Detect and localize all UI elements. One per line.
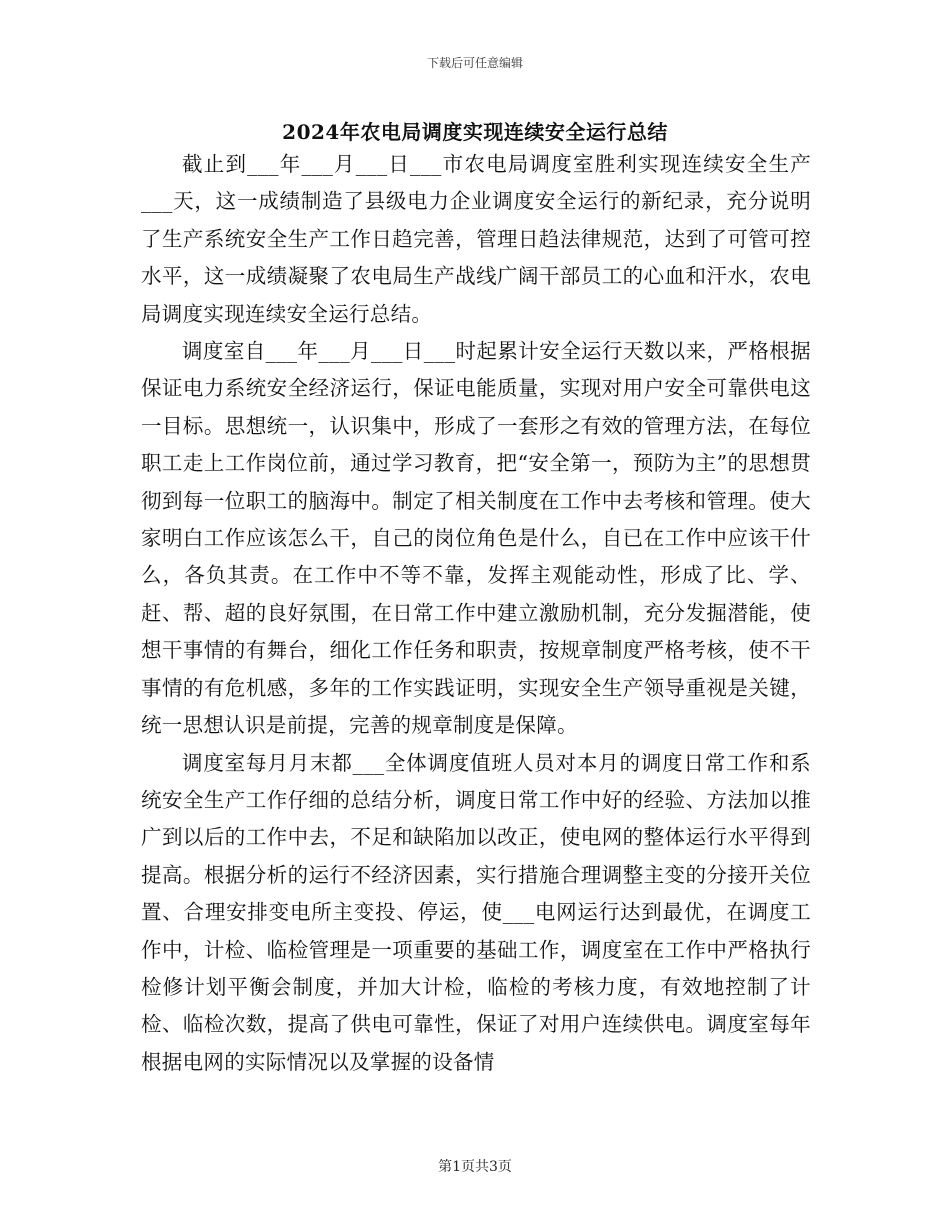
document-title: 2024年农电局调度实现连续安全运行总结 xyxy=(282,120,668,144)
paragraph-3: 调度室每月月末都___全体调度值班人员对本月的调度日常工作和系统安全生产工作仔细的总结分析，调度日常工作中好的经验、方法加以推广到以后的工作中去，不足和缺陷加以改正，使电网的整体运行水平得到提高。根据分析的运行不经济因素，实行措施合理调整主变的分接开关位置、合理安排变电所主变投、停运，使___电网运行达到最优，在调度工作中，计检、临检管理是一项重要的基础工作，调度室在工作中严格执行检修计划平衡会制度，并加大计检，临检的考核力度，有效地控制了计检、临检次数，提高了供电可靠性，保证了对用户连续供电。调度室每年根据电网的实际情况以及掌握的设备情 xyxy=(141,750,811,1074)
header-note: 下载后可任意编辑 xyxy=(426,56,523,70)
page-number: 第1页共3页 xyxy=(438,1159,512,1175)
paragraph-1: 截止到___年___月___日___市农电局调度室胜利实现连续安全生产___天，这一成绩制造了县级电力企业调度安全运行的新纪录，充分说明了生产系统安全生产工作日趋完善，管理日趋法律规范，达到了可管可控水平，这一成绩凝聚了农电局生产战线广阔干部员工的心血和汗水，农电局调度实现连续安全运行总结。 xyxy=(141,152,811,326)
document-body xyxy=(141,146,811,1081)
paragraph-2: 调度室自___年___月___日___时起累计安全运行天数以来，严格根据保证电力系统安全经济运行，保证电能质量，实现对用户安全可靠供电这一目标。思想统一，认识集中，形成了一套形之有效的管理方法，在每位职工走上工作岗位前，通过学习教育，把“安全第一，预防为主”的思想贯彻到每一位职工的脑海中。制定了相关制度在工作中去考核和管理。使大家明白工作应该怎么干，自己的岗位角色是什么，自已在工作中应该干什么，各负其责。在工作中不等不靠，发挥主观能动性，形成了比、学、赶、帮、超的良好氛围，在日常工作中建立激励机制，充分发掘潜能，使想干事情的有舞台，细化工作任务和职责，按规章制度严格考核，使不干事情的有危机感，多年的工作实践证明，实现安全生产领导重视是关键，统一思想认识是前提，完善的规章制度是保障。 xyxy=(141,339,811,738)
